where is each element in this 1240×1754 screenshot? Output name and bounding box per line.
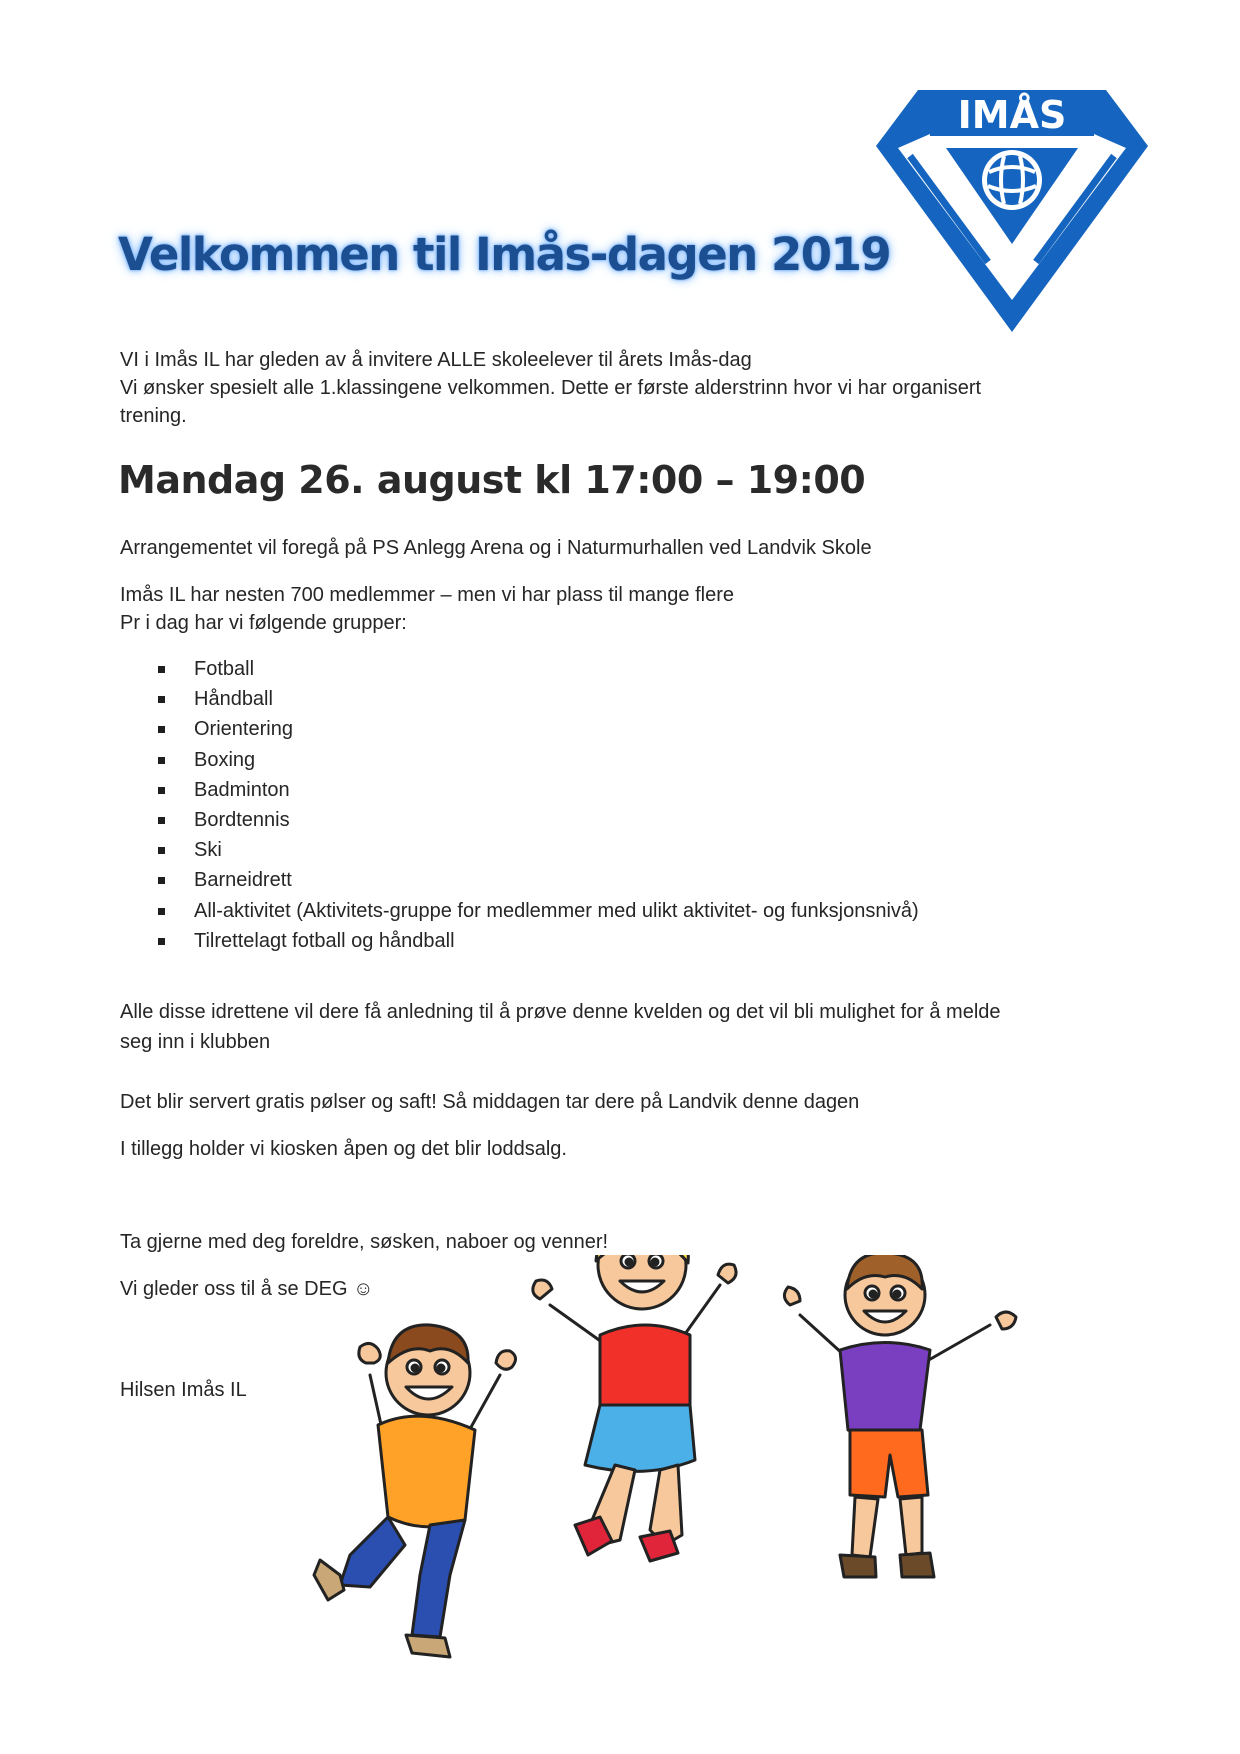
intro-paragraph xyxy=(120,346,981,430)
list-item: Barneidrett xyxy=(120,865,919,895)
see-you-paragraph: Vi gleder oss til å se DEG ☺ xyxy=(120,1278,374,1300)
intro-line: Vi ønsker spesielt alle 1.klassingene velkommen. Dette er første alderstrinn hvor vi har organisert xyxy=(120,377,982,399)
bring-paragraph: Ta gjerne med deg foreldre, søsken, naboer og venner! xyxy=(120,1231,609,1253)
list-item: Tilrettelagt fotball og håndball xyxy=(120,926,919,956)
list-item: Bordtennis xyxy=(120,805,919,835)
list-item: All-aktivitet (Aktivitets-gruppe for medlemmer med ulikt aktivitet- og funksjonsnivå) xyxy=(120,896,919,926)
page-title: Velkommen til Imås-dagen 2019 xyxy=(118,228,891,281)
venue-text: Arrangementet vil foregå på PS Anlegg Arena og i Naturmurhallen ved Landvik Skole xyxy=(120,537,872,559)
kid-right xyxy=(784,1255,1016,1577)
jumping-kids-illustration-icon xyxy=(300,1255,1120,1695)
groups-list xyxy=(120,654,919,956)
list-item: Orientering xyxy=(120,714,919,744)
members-line: Imås IL har nesten 700 medlemmer – men vi har plass til mange flere xyxy=(120,584,734,606)
kid-left xyxy=(314,1325,516,1657)
intro-line: trening. xyxy=(120,405,187,427)
try-paragraph xyxy=(120,997,1001,1057)
event-date-heading: Mandag 26. august kl 17:00 – 19:00 xyxy=(118,458,866,502)
try-line: Alle disse idrettene vil dere få anledning til å prøve denne kvelden og det vil bli mulighet for å melde xyxy=(120,1001,1001,1023)
kiosk-paragraph: I tillegg holder vi kiosken åpen og det blir loddsalg. xyxy=(120,1138,567,1160)
members-paragraph xyxy=(120,581,734,637)
list-item: Håndball xyxy=(120,684,919,714)
list-item: Badminton xyxy=(120,775,919,805)
intro-line: VI i Imås IL har gleden av å invitere ALLE skoleelever til årets Imås-dag xyxy=(120,349,752,371)
imas-logo-icon xyxy=(870,86,1154,336)
list-item: Boxing xyxy=(120,745,919,775)
list-item: Fotball xyxy=(120,654,919,684)
kid-middle xyxy=(533,1255,736,1561)
logo-text: IMÅS xyxy=(957,93,1067,137)
signature-text: Hilsen Imås IL xyxy=(120,1379,247,1401)
try-line: seg inn i klubben xyxy=(120,1031,271,1053)
food-paragraph: Det blir servert gratis pølser og saft! Så middagen tar dere på Landvik denne dagen xyxy=(120,1091,860,1113)
list-item: Ski xyxy=(120,835,919,865)
members-line: Pr i dag har vi følgende grupper: xyxy=(120,612,407,634)
